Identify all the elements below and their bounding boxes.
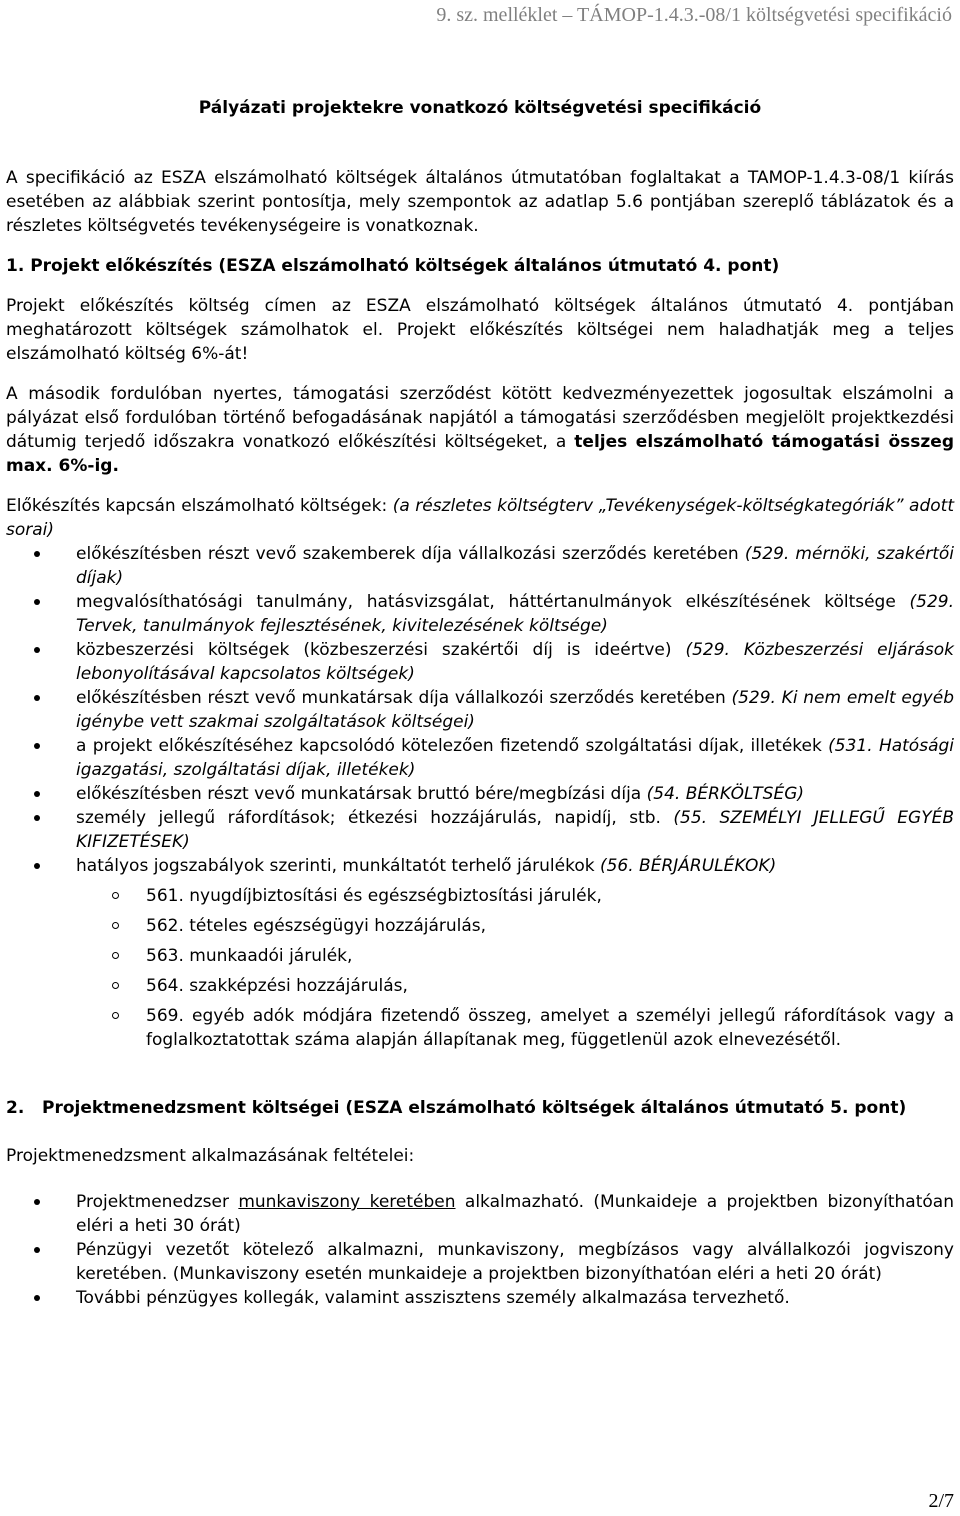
paragraph2-text: A második fordulóban nyertes, támogatási szerződést kötött kedvezményezettek jogosultak elszámolni a pályázat első fordulóban történő befogadásának napjától a támogatási szerződésben megjelölt projektkezdési dátumig terjedő időszakra vonatkozó előkészítési költségeket, a bbox=[6, 384, 954, 452]
sublist-item: 564. szakképzési hozzájárulás, bbox=[6, 974, 954, 998]
section1-paragraph3 bbox=[6, 494, 954, 542]
section2-conditions-label: Projektmenedzsment alkalmazásának feltételei: bbox=[6, 1146, 415, 1166]
section1-paragraph1: Projekt előkészítés költség címen az ESZA elszámolható költségek általános útmutató 4. pontjában meghatározott költségek számolhatok el. Projekt előkészítés költségei nem haladhatják meg a teljes elszámolható költség 6%-át! bbox=[6, 296, 954, 364]
paragraph3-italic: (a részletes költségterv „Tevékenységek-költségkategóriák” adott sorai) bbox=[6, 496, 954, 540]
list-item-text: közbeszerzési költségek (közbeszerzési szakértői díj is ideértve) bbox=[76, 640, 686, 660]
list-item-text: hatályos jogszabályok szerinti, munkáltatót terhelő járulékok bbox=[76, 856, 600, 876]
page-number: 2/7 bbox=[928, 1490, 954, 1512]
document-body bbox=[6, 96, 954, 1310]
list-item-text: Pénzügyi vezetőt kötelező alkalmazni, munkaviszony, megbízásos vagy alvállalkozói jogviszony keretében. (Munkaviszony esetén munkaideje a projektben bizonyíthatóan eléri a heti 20 órát) bbox=[76, 1240, 954, 1284]
list-item-code: (56. BÉRJÁRULÉKOK) bbox=[599, 856, 777, 876]
preparation-cost-list bbox=[6, 542, 954, 878]
list-item bbox=[6, 590, 954, 638]
list-item bbox=[6, 1286, 954, 1310]
list-item-text: előkészítésben részt vevő munkatársak bruttó bére/megbízási díja bbox=[76, 784, 647, 804]
list-item-code: (529. mérnöki, szakértői díjak) bbox=[76, 544, 954, 588]
list-item-underlined: munkaviszony keretében bbox=[238, 1192, 456, 1212]
list-item-text: a projekt előkészítéséhez kapcsolódó kötelezően fizetendő szolgáltatási díjak, illetékek bbox=[76, 736, 829, 756]
intro-paragraph: A specifikáció az ESZA elszámolható költségek általános útmutatóban foglaltakat a TAMOP-1.4.3-08/1 kiírás esetében az alábbiak szerint pontosítja, mely szempontok az adatlap 5.6 pontjában szereplő táblázatok és a részletes költségvetés tevékenységeire is vonatkoznak. bbox=[6, 168, 954, 236]
list-item-code: (55. SZEMÉLYI JELLEGŰ EGYÉB KIFIZETÉSEK) bbox=[76, 808, 955, 852]
project-management-list bbox=[6, 1190, 954, 1310]
list-item bbox=[6, 686, 954, 734]
list-item-text: További pénzügyes kollegák, valamint asszisztens személy alkalmazása tervezhető. bbox=[76, 1288, 790, 1308]
sublist-item: 561. nyugdíjbiztosítási és egészségbiztosítási járulék, bbox=[6, 884, 954, 908]
contribution-sublist bbox=[6, 884, 954, 1052]
list-item-text: előkészítésben részt vevő munkatársak díja vállalkozói szerződés keretében bbox=[76, 688, 732, 708]
section2-heading-text: Projektmenedzsment költségei (ESZA elszámolható költségek általános útmutató 5. pont) bbox=[42, 1098, 907, 1118]
list-item bbox=[6, 1238, 954, 1286]
list-item-code: (54. BÉRKÖLTSÉG) bbox=[646, 784, 805, 804]
list-item-code: (529. Ki nem emelt egyéb igénybe vett szakmai szolgáltatások költségei) bbox=[76, 688, 954, 732]
list-item bbox=[6, 782, 954, 806]
list-item bbox=[6, 854, 954, 878]
sublist-item: 569. egyéb adók módjára fizetendő összeg, amelyet a személyi jellegű ráfordítások vagy a foglalkoztatottak száma alapján állapítanak meg, függetlenül azok elnevezésétől. bbox=[6, 1004, 954, 1052]
section2-number: 2. bbox=[6, 1098, 25, 1118]
section1-heading: 1. Projekt előkészítés (ESZA elszámolható költségek általános útmutató 4. pont) bbox=[6, 256, 780, 276]
sublist-item: 562. tételes egészségügyi hozzájárulás, bbox=[6, 914, 954, 938]
list-item-code: (531. Hatósági igazgatási, szolgáltatási díjak, illetékek) bbox=[76, 736, 954, 780]
page-header: 9. sz. melléklet – TÁMOP-1.4.3.-08/1 költségvetési specifikáció bbox=[436, 4, 952, 26]
paragraph2-bold-text: teljes elszámolható támogatási összeg max. 6%-ig bbox=[6, 432, 954, 476]
list-item-code: (529. Közbeszerzési eljárások lebonyolításával kapcsolatos költségek) bbox=[76, 640, 954, 684]
paragraph3-lead: Előkészítés kapcsán elszámolható költségek: bbox=[6, 496, 393, 516]
section2-heading bbox=[6, 1096, 954, 1120]
paragraph2-end: . bbox=[112, 456, 119, 476]
list-item bbox=[6, 638, 954, 686]
list-item-text: Projektmenedzser bbox=[76, 1192, 239, 1212]
sublist-item: 563. munkaadói járulék, bbox=[6, 944, 954, 968]
list-item-text-end: alkalmazható. (Munkaideje a projektben bizonyíthatóan eléri a heti 30 órát) bbox=[76, 1192, 954, 1236]
list-item bbox=[6, 734, 954, 782]
list-item-code: (529. Tervek, tanulmányok fejlesztésének, kivitelezésének költsége) bbox=[76, 592, 954, 636]
list-item bbox=[6, 1190, 954, 1238]
list-item-text: előkészítésben részt vevő szakemberek díja vállalkozási szerződés keretében bbox=[76, 544, 745, 564]
list-item-text: személy jellegű ráfordítások; étkezési hozzájárulás, napidíj, stb. bbox=[76, 808, 674, 828]
list-item-text: megvalósíthatósági tanulmány, hatásvizsgálat, háttértanulmányok elkészítésének költsége bbox=[76, 592, 910, 612]
list-item bbox=[6, 806, 954, 854]
section1-paragraph2 bbox=[6, 382, 954, 478]
list-item bbox=[6, 542, 954, 590]
document-title: Pályázati projektekre vonatkozó költségvetési specifikáció bbox=[198, 98, 762, 118]
